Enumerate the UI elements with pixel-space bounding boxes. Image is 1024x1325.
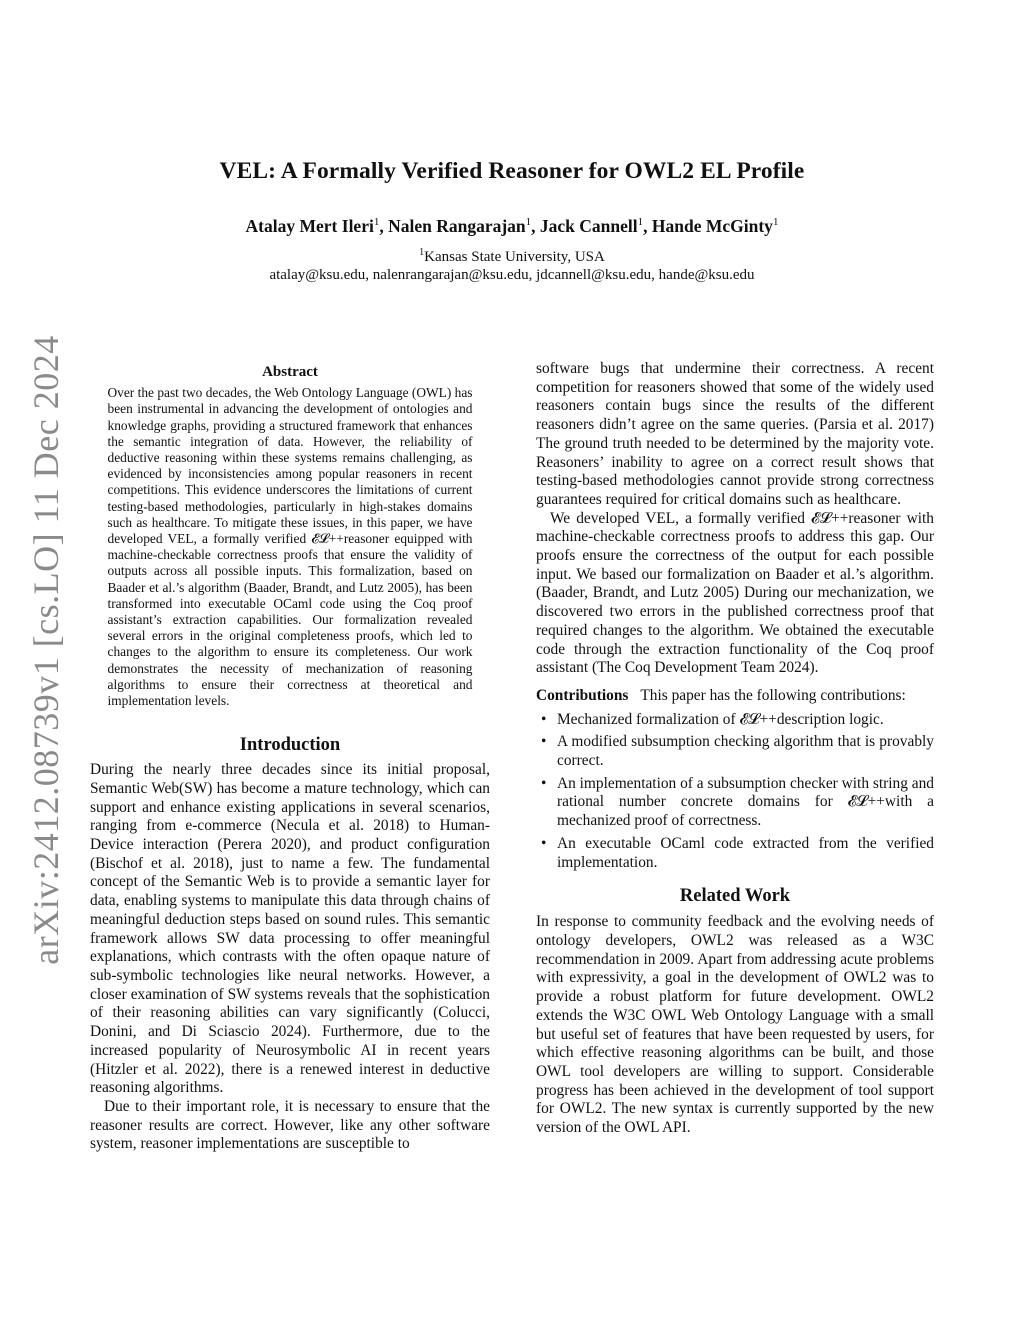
abstract-text: Over the past two decades, the Web Ontology Language (OWL) has been instrumental in advancing the development of ontologies and knowledge graphs, providing a structured framework that enhances the semantic integration of data. However, the reliability of deductive reasoning within these systems remains challenging, as evidenced by inconsistencies among popular reasoners in recent competitions. This evidence underscores the limitations of current testing-based methodologies, particularly in high-stakes domains such as healthcare. To mitigate these issues, in this paper, we have developed VEL, a formally verified 𝓔𝓛++reasoner equipped with machine-checkable correctness proofs that ensure the validity of outputs across all possible inputs. This formalization, based on Baader et al.’s algorithm (Baader, Brandt, and Lutz 2005), has been transformed into executable OCaml code using the Coq proof assistant’s extraction capabilities. Our formalization revealed several errors in the original completeness proofs, which led to changes to the algorithm to ensure its completeness. Our work demonstrates the necessity of mechanization of reasoning algorithms to ensure their correctness at theoretical and implementation levels. bbox=[107, 385, 473, 709]
introduction-paragraph-1: During the nearly three decades since its initial proposal, Semantic Web(SW) has become a mature technology, which can support and enhance existing applications in several scenarios, ranging from e-commerce (Necula et al. 2018) to Human-Device interaction (Perera 2020), and product configuration (Bischof et al. 2018), just to name a few. The fundamental concept of the Semantic Web is to provide a semantic layer for data, enabling systems to manipulate this data through chains of meaningful deduction steps based on sound rules. This semantic framework allows SW data processing to offer meaningful explanations, which contrasts with the often opaque nature of sub-symbolic technologies like neural networks. However, a closer examination of SW systems reveals that the sophistication of their reasoning abilities can vary significantly (Colucci, Donini, and Di Sciascio 2024). Furthermore, due to the increased popularity of Neurosymbolic AI in recent years (Hitzler et al. 2022), there is a renewed interest in deductive reasoning algorithms. bbox=[90, 761, 490, 1097]
affiliation-text: Kansas State University, USA bbox=[424, 249, 605, 265]
contributions-label: Contributions bbox=[536, 686, 629, 704]
contribution-item: • Mechanized formalization of 𝓔𝓛++description logic. bbox=[536, 711, 934, 730]
arxiv-identifier-stamp bbox=[24, 335, 68, 965]
author-emails: atalay@ksu.edu, nalenrangarajan@ksu.edu, jdcannell@ksu.edu, hande@ksu.edu bbox=[269, 267, 755, 283]
introduction-paragraph-2: Due to their important role, it is necessary to ensure that the reasoner results are correct. However, like any other software system, reasoner implementations are susceptible to bbox=[90, 1097, 490, 1153]
author-affil-mark: 1 bbox=[772, 216, 779, 229]
abstract bbox=[108, 364, 473, 709]
arxiv-id-text: arXiv:2412.08739v1 [cs.LO] 11 Dec 2024 bbox=[26, 335, 67, 965]
author-name: Nalen Rangarajan bbox=[388, 216, 526, 236]
right-column bbox=[536, 360, 934, 1138]
abstract-heading: Abstract bbox=[262, 364, 318, 380]
affiliation bbox=[0, 249, 1024, 266]
contribution-item: • A modified subsumption checking algorithm that is provably correct. bbox=[536, 733, 934, 770]
contributions-text: This paper has the following contributions: bbox=[640, 686, 906, 704]
introduction-heading: Introduction bbox=[239, 735, 341, 756]
left-column bbox=[90, 360, 490, 1154]
introduction-continuation: software bugs that undermine their correctness. A recent competition for reasoners showed that some of the widely used reasoners contain bugs since the results of the different reasoners didn’t agree on the same queries. (Parsia et al. 2017) The ground truth needed to be determined by the majority vote. Reasoners’ inability to agree on a correct result shows that testing-based methodologies cannot provide strong correctness guarantees required for critical domains such as healthcare. bbox=[536, 360, 934, 508]
author-name: Jack Cannell bbox=[539, 216, 638, 236]
author-affil-mark: 1 bbox=[637, 216, 644, 229]
contributions-paragraph bbox=[536, 687, 934, 706]
vel-paragraph: We developed VEL, a formally verified 𝓔𝓛++reasoner with machine-checkable correctness proofs to address this gap. Our proofs ensure the correctness of the output for each possible input. We based our formalization on Baader et al.’s algorithm. (Baader, Brandt, and Lutz 2005) During our mechanization, we discovered two errors in the published correctness proof that required changes to the algorithm. We obtained the executable code through the extraction functionality of the Coq proof assistant (The Coq Development Team 2024). bbox=[536, 509, 934, 677]
contributions-list bbox=[536, 711, 934, 873]
author-affil-mark: 1 bbox=[525, 216, 532, 229]
author-name: Atalay Mert Ileri bbox=[245, 216, 374, 236]
author-name: Hande McGinty bbox=[651, 216, 773, 236]
related-work-paragraph: In response to community feedback and the evolving needs of ontology developers, OWL2 was released as a W3C recommendation in 2009. Apart from addressing acute problems with expressivity, a goal in the development of OWL2 was to provide a robust platform for future development. OWL2 extends the W3C OWL Web Ontology Language with a small but useful set of features that have been requested by users, for which effective reasoning algorithms can be built, and those OWL tool developers are willing to support. Considerable progress has been achieved in the development of tool support for OWL2. The new syntax is currently supported by the new version of the OWL API. bbox=[536, 913, 934, 1137]
paper-title: VEL: A Formally Verified Reasoner for OWL2 EL Profile bbox=[219, 158, 805, 184]
contribution-item: • An executable OCaml code extracted from the verified implementation. bbox=[536, 835, 934, 872]
contribution-item: • An implementation of a subsumption checker with string and rational number concrete domains for 𝓔𝓛++with a mechanized proof of correctness. bbox=[536, 775, 934, 831]
author-list: Atalay Mert Ileri$^1$, Nalen Rangarajan$^1$, Jack Cannell$^1$, Hande McGinty$^1$ bbox=[245, 216, 779, 236]
author-affil-mark: 1 bbox=[373, 216, 380, 229]
affiliation-mark: 1 bbox=[419, 247, 425, 258]
related-work-heading: Related Work bbox=[679, 886, 791, 907]
